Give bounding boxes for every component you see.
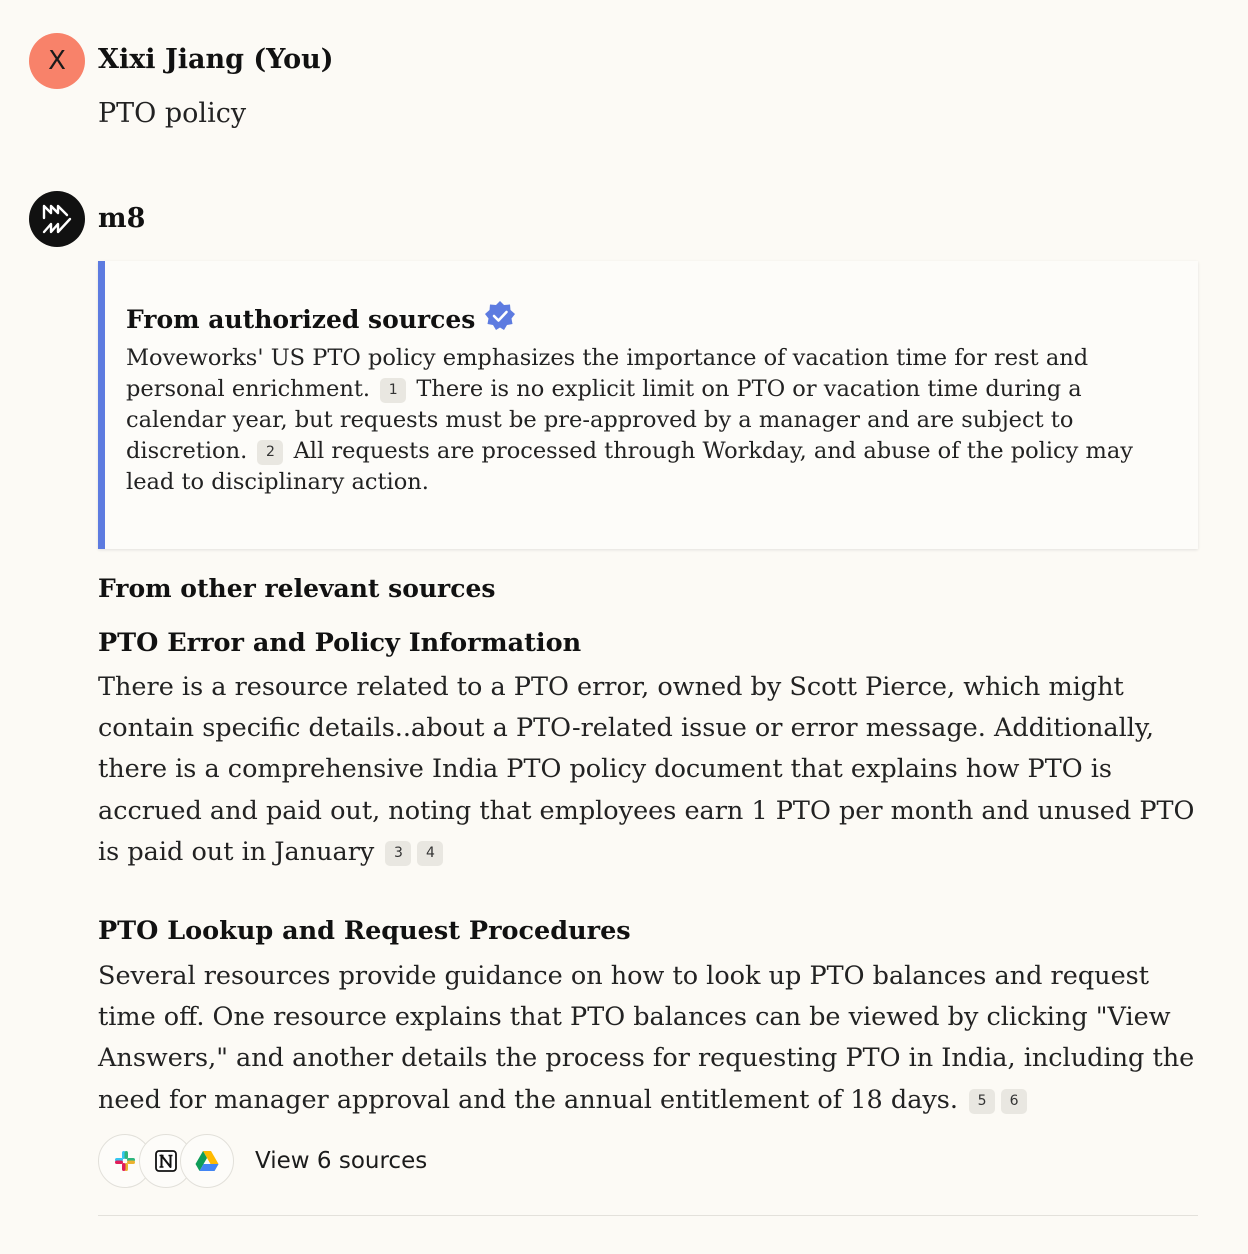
sources-row[interactable] — [98, 1133, 427, 1189]
other-sources-title: From other relevant sources — [98, 574, 496, 603]
authorized-sources-summary — [126, 343, 1186, 498]
google-drive-icon[interactable] — [180, 1134, 234, 1188]
authorized-sources-card — [98, 261, 1198, 549]
bot-name: m8 — [98, 203, 146, 234]
summary-text: Moveworks' US PTO policy emphasizes the importance of vacation time for rest and personal enrichment. — [126, 345, 1089, 402]
section-heading: PTO Lookup and Request Procedures — [98, 916, 631, 946]
verified-badge-icon — [483, 299, 517, 339]
divider — [98, 1215, 1198, 1216]
section-text: There is a resource related to a PTO error, owned by Scott Pierce, which might contain specific details..about a PTO-related issue or error message. Additionally, there is a comprehensive India PTO policy document that explains how PTO is accrued and paid out, noting that employees earn 1 PTO per month and unused PTO is paid out in January — [98, 672, 1195, 867]
authorized-sources-title — [126, 299, 517, 339]
citation-badge[interactable]: 2 — [257, 440, 283, 465]
user-message-text: PTO policy — [98, 98, 247, 129]
section-text: Several resources provide guidance on how to look up PTO balances and request time off. One resource explains that PTO balances can be viewed by clicking "View Answers," and another details the process for requesting PTO in India, including the need for manager approval and the annual entitlement of 18 days. — [98, 961, 1195, 1115]
view-sources-link[interactable]: View 6 sources — [255, 1148, 428, 1174]
citation-badge[interactable]: 4 — [417, 841, 443, 866]
user-name: Xixi Jiang (You) — [98, 44, 334, 75]
user-avatar — [29, 33, 85, 89]
section-heading: PTO Error and Policy Information — [98, 628, 582, 658]
user-avatar-letter: X — [48, 46, 66, 76]
citation-badge[interactable]: 3 — [385, 841, 411, 866]
section-body — [98, 956, 1208, 1121]
authorized-sources-title-text: From authorized sources — [126, 304, 476, 334]
summary-text: There is no explicit limit on PTO or vacation time during a calendar year, but requests must be pre-approved by a manager and are subject to discretion. — [126, 376, 1082, 464]
citation-badge[interactable]: 6 — [1001, 1089, 1027, 1114]
citation-badge[interactable]: 5 — [969, 1089, 995, 1114]
m8-logo-icon — [29, 191, 85, 247]
section-body — [98, 667, 1208, 873]
citation-badge[interactable]: 1 — [380, 378, 406, 403]
summary-text: All requests are processed through Workday, and abuse of the policy may lead to disciplinary action. — [126, 438, 1133, 495]
